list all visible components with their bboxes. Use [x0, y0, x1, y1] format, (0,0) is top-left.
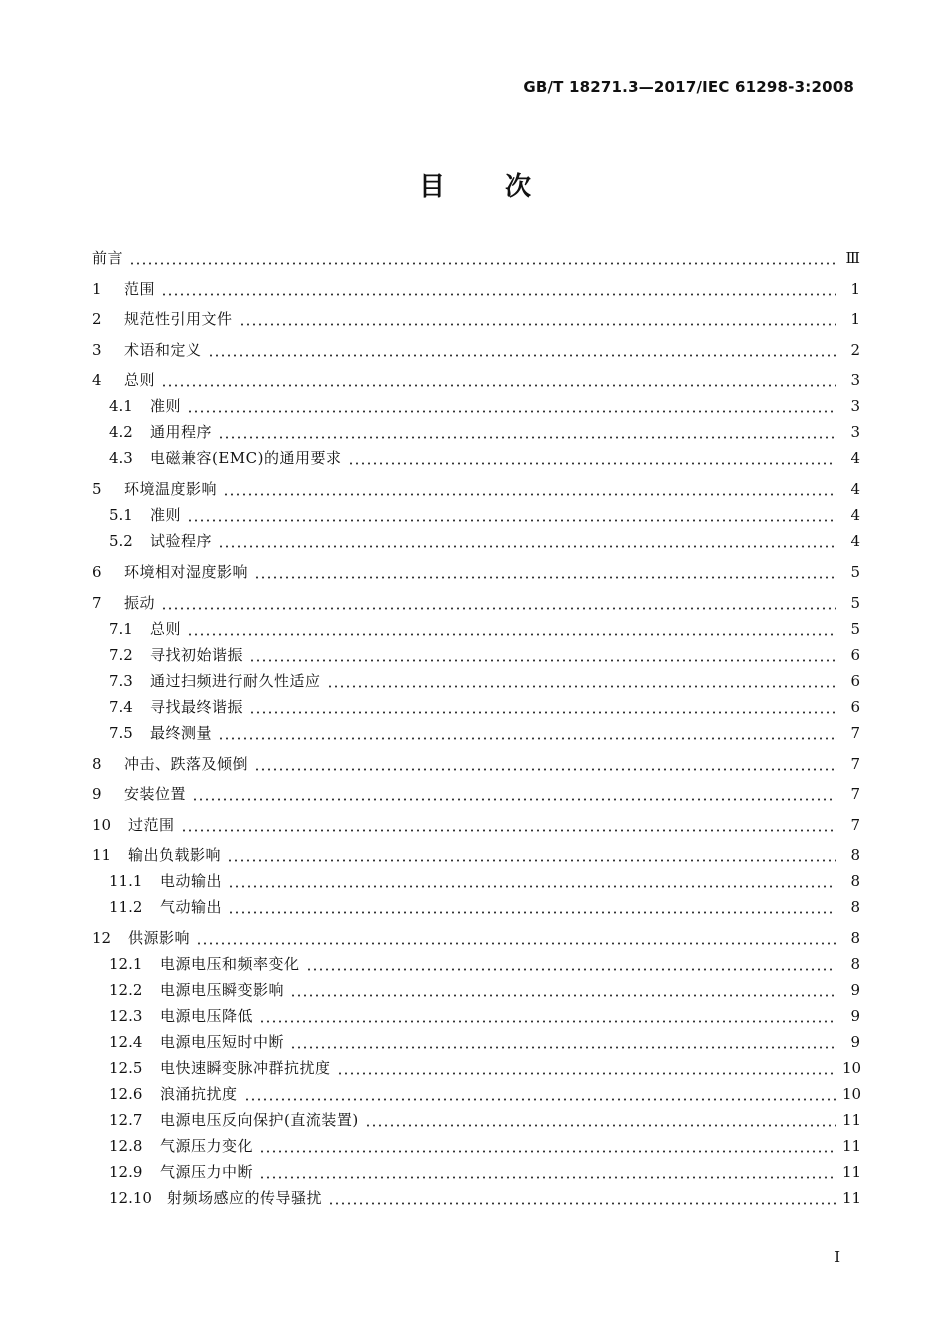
toc-entry-page: 10 — [842, 1085, 862, 1103]
dot-leader — [290, 1046, 836, 1049]
dot-leader — [259, 1150, 836, 1153]
toc-entry-number: 12.3 — [109, 1007, 143, 1025]
toc-entry-label: 电源电压瞬变影响 — [160, 981, 285, 999]
toc-entry-label: 环境相对湿度影响 — [124, 563, 249, 581]
dot-leader — [337, 1072, 836, 1075]
title-char-2: 次 — [505, 172, 532, 202]
dot-leader — [218, 436, 836, 439]
toc-entry-number: 5 — [92, 480, 102, 498]
toc-entry-number: 1 — [92, 279, 102, 298]
toc-entry[interactable] — [92, 309, 860, 329]
toc-entry-page: 7 — [850, 754, 860, 773]
toc-entry-number: 12.10 — [109, 1189, 152, 1207]
toc-entry[interactable] — [92, 1058, 860, 1078]
toc-entry-label: 总则 — [150, 619, 182, 638]
toc-entry[interactable] — [92, 479, 860, 499]
toc-entry-page: 1 — [850, 310, 860, 328]
toc-entry-page: 9 — [850, 1007, 860, 1025]
toc-entry-number: 7.3 — [109, 671, 133, 690]
dot-leader — [239, 323, 836, 326]
toc-entry[interactable] — [92, 448, 860, 468]
toc-entry-page: 7 — [850, 815, 860, 834]
toc-entry[interactable] — [92, 396, 860, 416]
toc-entry-label: 过范围 — [128, 815, 175, 834]
toc-entry[interactable] — [92, 671, 860, 691]
toc-entry-page: 7 — [850, 785, 860, 803]
toc-entry-page: 2 — [850, 340, 860, 359]
toc-entry-label: 供源影响 — [128, 929, 191, 947]
toc-entry[interactable] — [92, 619, 860, 639]
toc-entry-page: Ⅲ — [845, 249, 860, 267]
toc-entry-label: 电源电压和频率变化 — [160, 955, 300, 973]
toc-entry[interactable] — [92, 723, 860, 743]
toc-entry-page: 4 — [850, 480, 860, 498]
toc-entry-number: 7 — [92, 593, 102, 612]
toc-entry-page: 6 — [850, 645, 860, 664]
toc-entry-label: 规范性引用文件 — [124, 310, 233, 328]
dot-leader — [290, 994, 836, 997]
toc-entry-number: 12.1 — [109, 955, 143, 973]
toc-entry[interactable] — [92, 815, 860, 835]
toc-entry-page: 11 — [842, 1163, 862, 1181]
toc-entry-page: 8 — [850, 872, 860, 890]
toc-entry-label: 安装位置 — [124, 785, 187, 803]
toc-entry-label: 电源电压反向保护(直流装置) — [160, 1111, 359, 1129]
toc-entry-label: 总则 — [124, 371, 156, 389]
toc-entry[interactable] — [92, 505, 860, 525]
toc-entry-label: 气源压力变化 — [160, 1137, 254, 1155]
dot-leader — [259, 1020, 836, 1023]
dot-leader — [306, 968, 836, 971]
toc-entry-number: 12.2 — [109, 981, 143, 999]
dot-leader — [228, 885, 836, 888]
toc-entry[interactable] — [92, 370, 860, 390]
toc-entry-number: 12.6 — [109, 1085, 143, 1103]
toc-entry[interactable] — [92, 1136, 860, 1156]
toc-entry-label: 输出负载影响 — [128, 846, 222, 864]
toc-entry-page: 5 — [850, 563, 860, 581]
toc-entry-page: 8 — [850, 898, 860, 916]
toc-entry[interactable] — [92, 754, 860, 774]
toc-entry-page: 3 — [850, 397, 860, 415]
toc-entry[interactable] — [92, 871, 860, 891]
dot-leader — [218, 737, 836, 740]
dot-leader — [161, 384, 836, 387]
toc-entry-page: 4 — [850, 532, 860, 550]
toc-entry-label: 电动输出 — [160, 872, 223, 890]
toc-entry-page: 6 — [850, 697, 860, 716]
toc-entry-page: 9 — [850, 1033, 860, 1051]
dot-leader — [187, 410, 836, 413]
toc-entry-page: 5 — [850, 593, 860, 612]
toc-entry-label: 浪涌抗扰度 — [160, 1085, 238, 1103]
dot-leader — [227, 859, 836, 862]
toc-entry[interactable] — [92, 980, 860, 1000]
toc-entry-number: 12 — [92, 929, 112, 947]
toc-entry[interactable] — [92, 340, 860, 360]
dot-leader — [218, 545, 836, 548]
toc-entry-page: 8 — [850, 846, 860, 864]
dot-leader — [254, 576, 836, 579]
dot-leader — [327, 685, 836, 688]
toc-entry-number: 9 — [92, 785, 102, 803]
toc-entry-label: 电磁兼容(EMC)的通用要求 — [150, 449, 342, 467]
toc-entry-page: 6 — [850, 671, 860, 690]
toc-entry-label: 射频场感应的传导骚扰 — [167, 1189, 323, 1207]
toc-entry-page: 4 — [850, 449, 860, 467]
dot-leader — [181, 829, 836, 832]
toc-entry-number: 8 — [92, 754, 102, 773]
dot-leader — [249, 711, 836, 714]
toc-entry[interactable] — [92, 645, 860, 665]
toc-entry-number: 4 — [92, 371, 102, 389]
toc-entry-number: 12.4 — [109, 1033, 143, 1051]
dot-leader — [249, 659, 836, 662]
toc-entry-number: 5.1 — [109, 506, 133, 524]
toc-entry-page: 4 — [850, 506, 860, 524]
dot-leader — [129, 262, 836, 265]
toc-entry-number: 12.9 — [109, 1163, 143, 1181]
toc-entry[interactable] — [92, 1162, 860, 1182]
toc-entry-page: 3 — [850, 371, 860, 389]
toc-entry[interactable] — [92, 562, 860, 582]
toc-entry-number: 5.2 — [109, 532, 133, 550]
toc-entry[interactable] — [92, 1006, 860, 1026]
table-of-contents — [92, 248, 860, 1208]
toc-entry-label: 电源电压降低 — [160, 1007, 254, 1025]
toc-entry[interactable] — [92, 1032, 860, 1052]
page-title — [0, 166, 950, 203]
dot-leader — [161, 607, 836, 610]
toc-entry-label: 寻找最终谐振 — [150, 697, 244, 716]
toc-entry-label: 准则 — [150, 397, 182, 415]
toc-entry-label: 术语和定义 — [124, 340, 202, 359]
toc-entry[interactable] — [92, 928, 860, 948]
toc-entry-page: 8 — [850, 929, 860, 947]
dot-leader — [223, 493, 836, 496]
dot-leader — [259, 1176, 836, 1179]
dot-leader — [244, 1098, 836, 1101]
toc-entry-number: 4.3 — [109, 449, 133, 467]
toc-entry-label: 电快速瞬变脉冲群抗扰度 — [160, 1059, 331, 1077]
toc-entry-label: 气动输出 — [160, 898, 223, 916]
toc-entry-label: 冲击、跌落及倾倒 — [124, 754, 249, 773]
toc-entry-number: 2 — [92, 310, 102, 328]
toc-entry-label: 准则 — [150, 506, 182, 524]
toc-entry[interactable] — [92, 422, 860, 442]
toc-entry[interactable] — [92, 531, 860, 551]
dot-leader — [208, 354, 836, 357]
toc-entry[interactable] — [92, 1188, 860, 1208]
toc-entry-page: 8 — [850, 955, 860, 973]
toc-entry-number: 7.2 — [109, 645, 133, 664]
toc-entry-number: 11 — [92, 846, 112, 864]
toc-entry-label: 通过扫频进行耐久性适应 — [150, 671, 321, 690]
toc-entry-number: 11.1 — [109, 872, 143, 890]
toc-entry-label: 最终测量 — [150, 723, 213, 742]
toc-entry[interactable] — [92, 1084, 860, 1104]
toc-entry-label: 寻找初始谐振 — [150, 645, 244, 664]
dot-leader — [348, 462, 837, 465]
toc-entry-label: 气源压力中断 — [160, 1163, 254, 1181]
toc-entry-page: 7 — [850, 723, 860, 742]
toc-entry-label: 前言 — [92, 249, 124, 267]
toc-entry-number: 7.1 — [109, 619, 133, 638]
toc-entry[interactable] — [92, 1110, 860, 1130]
toc-entry-label: 振动 — [124, 593, 156, 612]
toc-entry-number: 7.4 — [109, 697, 133, 716]
toc-entry-number: 12.5 — [109, 1059, 143, 1077]
toc-entry-number: 12.7 — [109, 1111, 143, 1129]
toc-entry-number: 3 — [92, 340, 102, 359]
toc-entry-number: 11.2 — [109, 898, 143, 916]
toc-entry-number: 12.8 — [109, 1137, 143, 1155]
toc-entry-page: 11 — [842, 1189, 862, 1207]
dot-leader — [187, 633, 836, 636]
toc-entry-label: 试验程序 — [150, 532, 213, 550]
toc-entry-label: 通用程序 — [150, 423, 213, 441]
toc-entry-label: 范围 — [124, 279, 156, 298]
toc-entry[interactable] — [92, 954, 860, 974]
toc-entry-number: 6 — [92, 563, 102, 581]
toc-entry[interactable] — [92, 593, 860, 613]
toc-entry[interactable] — [92, 845, 860, 865]
toc-entry-page: 11 — [842, 1137, 862, 1155]
toc-entry[interactable] — [92, 697, 860, 717]
dot-leader — [192, 798, 836, 801]
toc-entry-label: 环境温度影响 — [124, 480, 218, 498]
toc-entry-page: 10 — [842, 1059, 862, 1077]
dot-leader — [328, 1202, 836, 1205]
toc-entry-number: 4.1 — [109, 397, 133, 415]
dot-leader — [228, 911, 836, 914]
dot-leader — [254, 768, 836, 771]
title-char-1: 目 — [418, 172, 445, 202]
toc-entry[interactable] — [92, 784, 860, 804]
toc-entry-number: 7.5 — [109, 723, 133, 742]
page-number: I — [834, 1248, 840, 1266]
toc-entry-number: 4.2 — [109, 423, 133, 441]
toc-entry-page: 1 — [850, 279, 860, 298]
dot-leader — [187, 519, 836, 522]
toc-entry-page: 11 — [842, 1111, 862, 1129]
toc-entry-number: 10 — [92, 815, 112, 834]
toc-entry-page: 3 — [850, 423, 860, 441]
toc-entry[interactable] — [92, 897, 860, 917]
toc-entry[interactable] — [92, 248, 860, 268]
toc-entry-page: 5 — [850, 619, 860, 638]
toc-entry[interactable] — [92, 279, 860, 299]
dot-leader — [196, 942, 836, 945]
toc-entry-page: 9 — [850, 981, 860, 999]
dot-leader — [161, 293, 836, 296]
toc-entry-label: 电源电压短时中断 — [160, 1033, 285, 1051]
standard-code: GB/T 18271.3—2017/IEC 61298-3:2008 — [523, 78, 854, 96]
dot-leader — [365, 1124, 836, 1127]
